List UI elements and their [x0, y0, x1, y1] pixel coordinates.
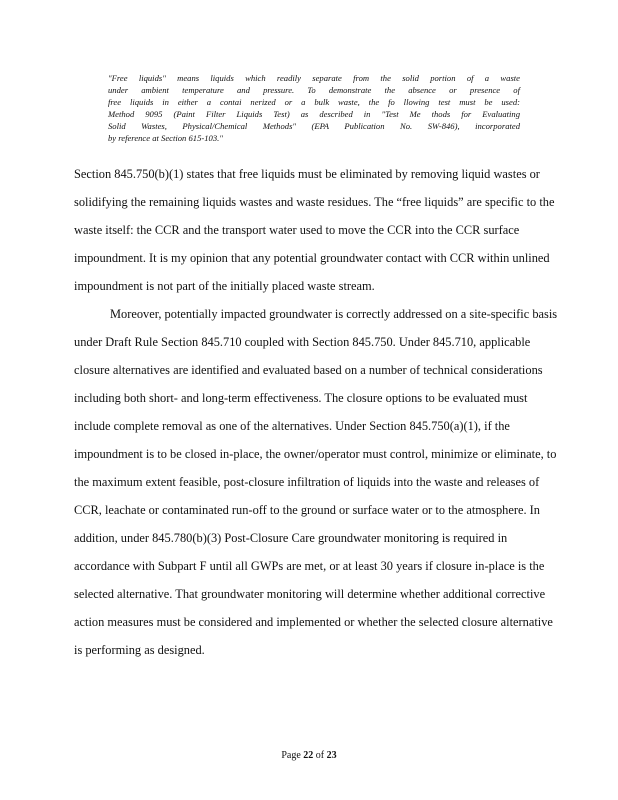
- paragraph-line: CCR, leachate or contaminated run-off to the ground or surface water or to the atmosphere. In: [74, 503, 540, 517]
- total-pages: 23: [326, 750, 337, 761]
- paragraph-line: including both short- and long-term effectiveness. The closure options to be evaluated must: [74, 391, 528, 405]
- paragraph-line: the maximum extent feasible, post-closure infiltration of liquids into the waste and releases of: [74, 475, 540, 489]
- block-quote: [108, 72, 520, 144]
- page-number: 22: [303, 750, 314, 761]
- paragraph-line: action measures must be considered and implemented or whether the selected closure alternative: [74, 615, 553, 629]
- paragraph-line: addition, under 845.780(b)(3) Post-Closure Care groundwater monitoring is required in: [74, 531, 508, 545]
- paragraph-line: impoundment is to be closed in-place, the owner/operator must control, minimize or eliminate, to: [74, 447, 557, 461]
- body-text: [74, 160, 556, 664]
- paragraph-line: impoundment. It is my opinion that any potential groundwater contact with CCR within unlined: [74, 251, 550, 265]
- paragraph-line: include complete removal as one of the alternatives. Under Section 845.750(a)(1), if the: [74, 419, 510, 433]
- quote-line: "Free liquids" means liquids which readily separate from the solid portion of a waste: [108, 73, 520, 83]
- paragraph-line: solidifying the remaining liquids wastes and waste residues. The “free liquids” are specific to the: [74, 195, 555, 209]
- paragraph-line: under Draft Rule Section 845.710 coupled with Section 845.750. Under 845.710, applicable: [74, 335, 531, 349]
- paragraph-line: closure alternatives are identified and evaluated based on a number of technical considerations: [74, 363, 543, 377]
- page-footer: [0, 750, 618, 761]
- quote-line: free liquids in either a contai nerized or a bulk waste, the fo llowing test must be used:: [108, 97, 520, 107]
- paragraph-line: is performing as designed.: [74, 643, 205, 657]
- paragraph-line: Moreover, potentially impacted groundwater is correctly addressed on a site-specific basis: [110, 307, 558, 321]
- page-of-label: of: [315, 750, 325, 761]
- paragraph-line: waste itself: the CCR and the transport water used to move the CCR into the CCR surface: [74, 223, 520, 237]
- page-label: Page: [281, 750, 301, 761]
- paragraph-line: Section 845.750(b)(1) states that free liquids must be eliminated by removing liquid wastes or: [74, 167, 540, 181]
- paragraph-line: selected alternative. That groundwater monitoring will determine whether additional corrective: [74, 587, 546, 601]
- quote-line: under ambient temperature and pressure. To demonstrate the absence or presence of: [108, 85, 520, 95]
- quote-line: Solid Wastes, Physical/Chemical Methods" (EPA Publication No. SW-846), incorporated: [108, 121, 520, 131]
- paragraph-line: accordance with Subpart F until all GWPs are met, or at least 30 years if closure in-place is the: [74, 559, 545, 573]
- quote-line: Method 9095 (Paint Filter Liquids Test) as described in "Test Me thods for Evaluating: [108, 109, 520, 119]
- paragraph-line: impoundment is not part of the initially placed waste stream.: [74, 279, 375, 293]
- quote-line: by reference at Section 615-103.": [108, 133, 223, 143]
